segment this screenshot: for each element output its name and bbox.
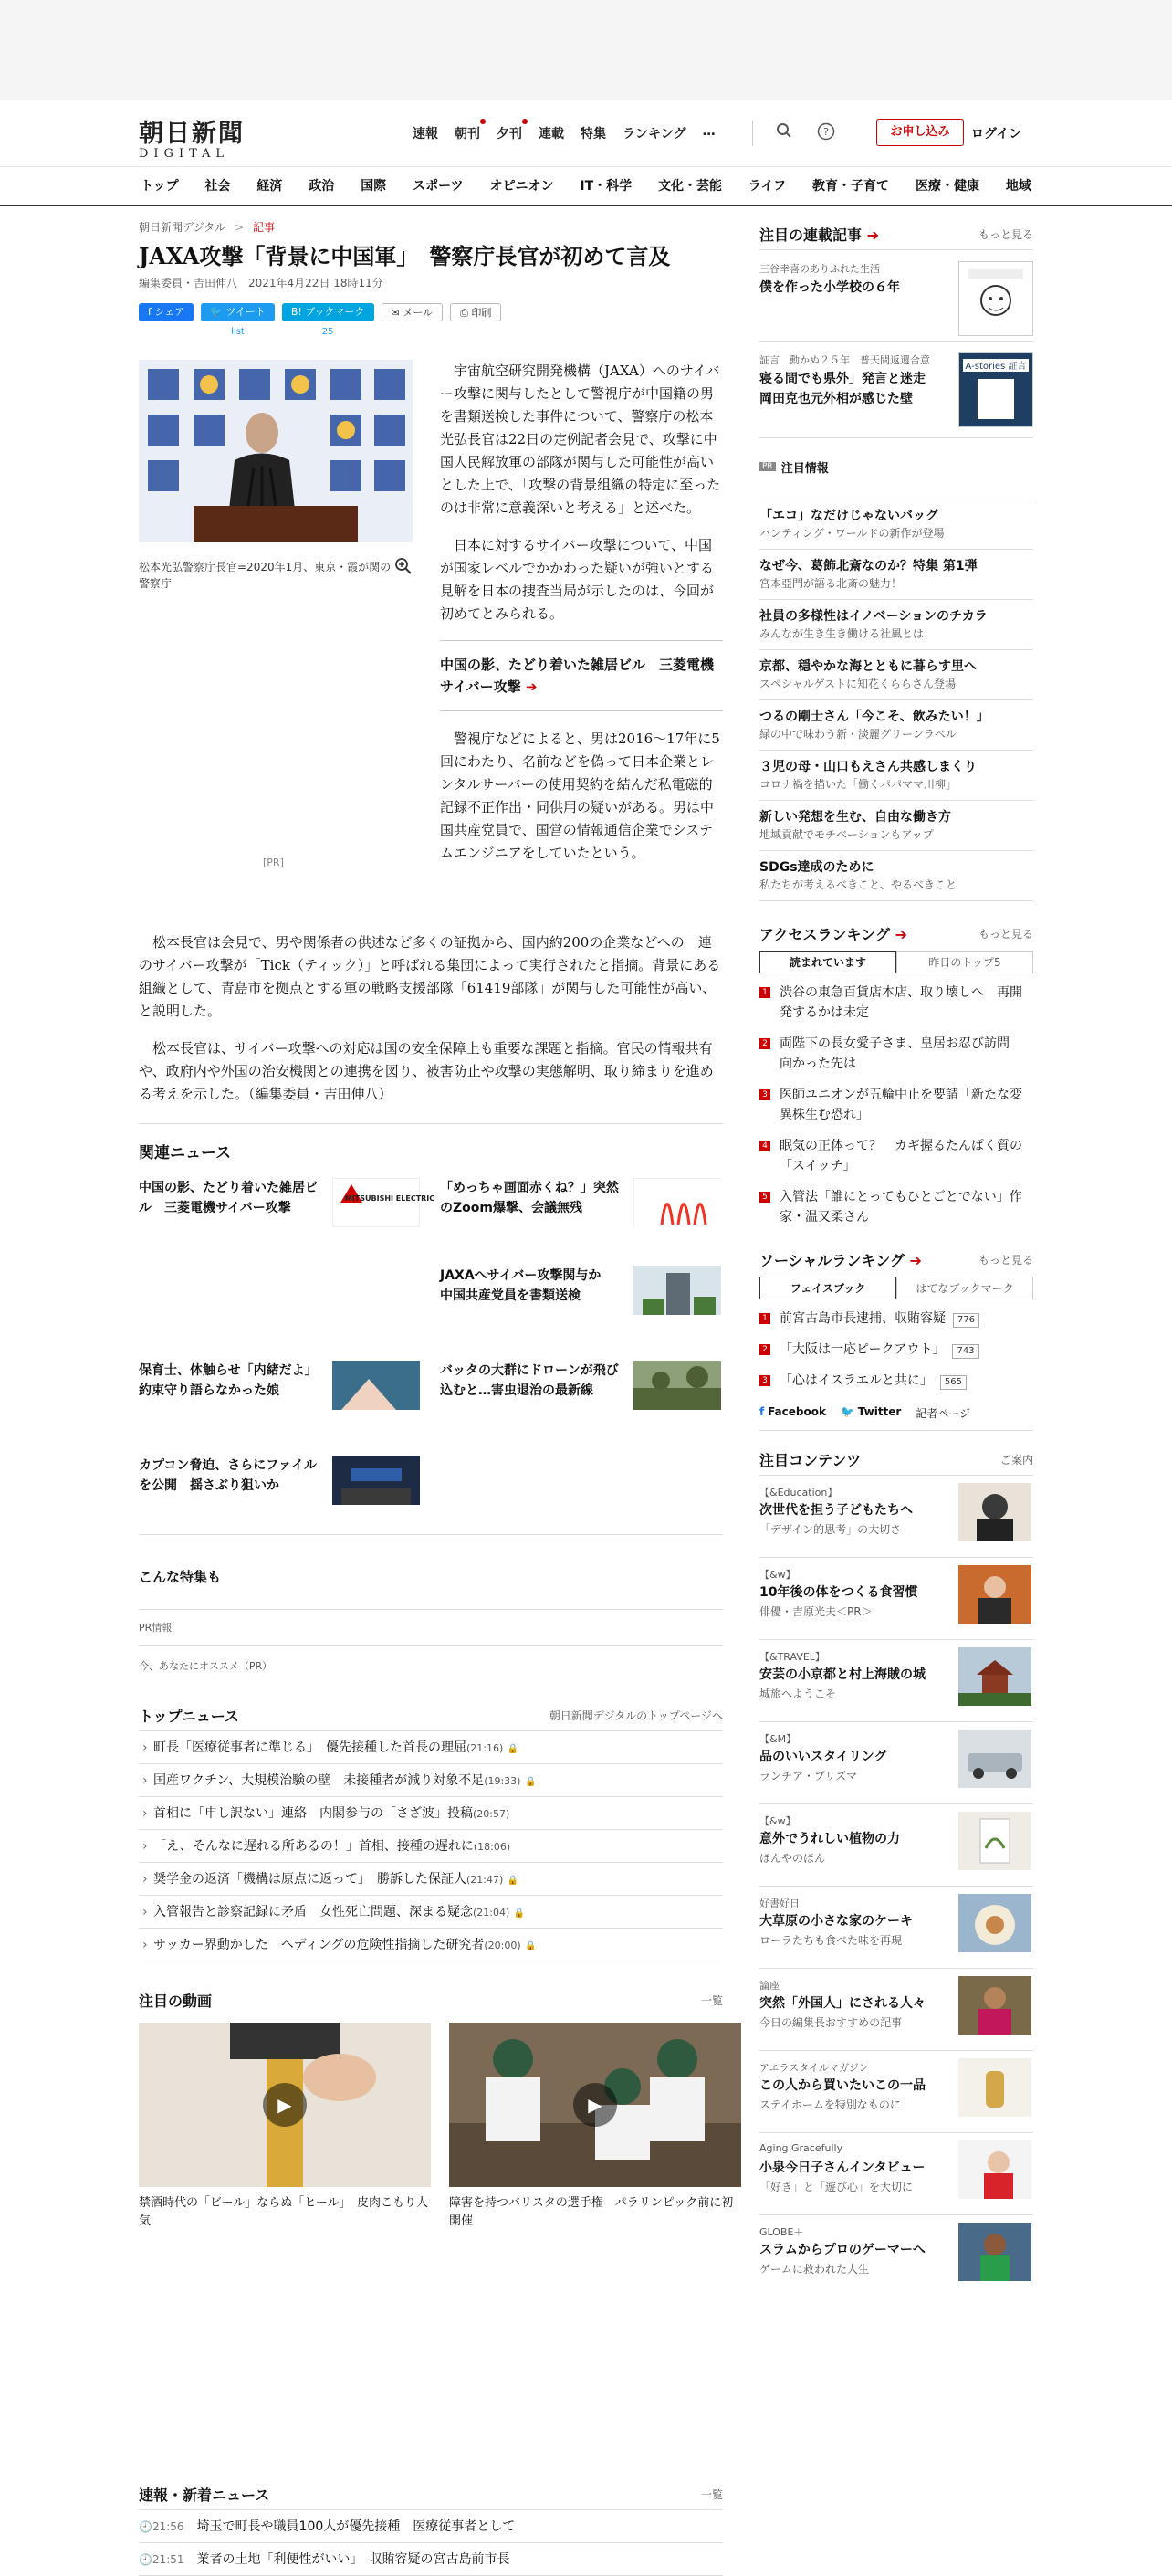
pr-item[interactable]: なぜ今、葛飾北斎なのか？特集 第1弾 宮本亞門が語る北斎の魅力！ xyxy=(759,550,1033,600)
cat-health[interactable]: 医療・健康 xyxy=(915,179,979,194)
play-icon[interactable]: ▶ xyxy=(263,2083,307,2127)
breadcrumb xyxy=(139,219,723,235)
lock-icon: 🔒 xyxy=(513,1908,526,1919)
flash-title: 速報・新着ニュース xyxy=(139,2487,270,2504)
cat-life[interactable]: ライフ xyxy=(748,179,787,194)
category-nav xyxy=(0,166,1172,206)
access-ranking-tabs xyxy=(759,951,1033,973)
rensai-more-link[interactable]: もっと見る xyxy=(978,228,1033,241)
content-item[interactable]: 【&Education】 次世代を担う子どもたちへ 「デザイン的思考」の大切さ xyxy=(759,1475,1033,1557)
related-thumbnail xyxy=(633,1361,721,1410)
logo-sub: DIGITAL xyxy=(139,147,230,161)
top-nav xyxy=(413,124,732,142)
article-paragraph: 宇宙航空研究開発機構（JAXA）へのサイバー攻撃に関与したとして警視庁が中国籍の男を書類送検した事件について、警察庁の松本光弘長官は22日の定例記者会見で、攻撃に中国人民解放軍の部隊が関与した可能性が高いとした上で、「攻撃の背景組織の特定に至ったのは非常に意義深いと考える」と述べた。 xyxy=(440,363,721,516)
content-thumbnail xyxy=(958,2140,1031,2199)
cat-opinion[interactable]: オピニオン xyxy=(489,179,554,194)
rensai-thumbnail xyxy=(958,261,1033,336)
social-ranking-item[interactable]: 1 前宮古島市長逮捕、収賄容疑 776 xyxy=(759,1303,1033,1334)
ranking-item[interactable]: 4 眠気の正体って？ カギ握るたんぱく質の「スイッチ」 xyxy=(759,1130,1033,1182)
related-thumbnail xyxy=(332,1361,420,1410)
play-icon[interactable]: ▶ xyxy=(573,2083,617,2127)
flash-item[interactable]: 🕘21:56 埼玉で町長や職員100人が優先接種 医療従事者として xyxy=(139,2510,723,2543)
article-paragraph: 警視庁などによると、男は2016～17年に5回にわたり、名前などを偽って日本企業とレンタルサーバーの使用契約を結んだ私電磁的記録不正作出・同供用の疑いがある。男は中国共産党員で、国営の情報通信企業でシステムエンジニアをしていたという。 xyxy=(440,731,720,861)
top-news xyxy=(139,1700,723,1961)
svg-text:A-stories 証言: A-stories 証言 xyxy=(965,362,1027,372)
facebook-icon: f xyxy=(759,1405,765,1418)
rensai-item[interactable]: 証言 動かぬ２５年 普天間返還合意 寝る間でも県外」発言と迷走 岡田克也元外相が感じた壁 A-stories 証言 xyxy=(759,342,1033,438)
breadcrumb-separator: > xyxy=(235,221,245,234)
related-news-item[interactable]: バッタの大群にドローンが飛び込むと…害虫退治の最新線 xyxy=(440,1361,723,1415)
twitter-link[interactable]: 🐦 Twitter xyxy=(840,1405,902,1418)
contents-list xyxy=(759,1475,1033,2297)
ranking-item[interactable]: 1 渋谷の東急百貨店本店、取り壊しへ 再開発するかは未定 xyxy=(759,977,1033,1028)
ranking-item[interactable]: 3 医師ユニオンが五輪中止を要請「新たな変異株生む恐れ」 xyxy=(759,1079,1033,1130)
sidebar xyxy=(759,219,1033,2297)
twitter-icon: 🐦 xyxy=(840,1405,854,1418)
article-main xyxy=(139,219,734,2567)
related-news-title: 関連ニュース xyxy=(139,1144,232,1162)
site-logo[interactable] xyxy=(139,113,257,161)
top-news-item[interactable]: › 町長「医療従事者に準じる」 優先接種した首長の理屈(21:16) 🔒 xyxy=(139,1731,723,1764)
video-caption[interactable]: 障害を持つバリスタの選手権 パラリンピック前に初開催 xyxy=(449,2196,734,2228)
related-thumbnail xyxy=(332,1178,435,1227)
related-news-item[interactable]: 「めっちゃ画面赤くね？」突然のZoom爆撃、会議無残 xyxy=(440,1178,723,1233)
cat-region[interactable]: 地域 xyxy=(1005,179,1031,194)
related-thumbnail xyxy=(633,1178,721,1227)
cat-culture[interactable]: 文化・芸能 xyxy=(658,179,723,194)
subscribe-button[interactable]: お申し込み xyxy=(876,119,964,146)
lock-icon: 🔒 xyxy=(525,1941,537,1951)
article-photo[interactable] xyxy=(139,360,413,542)
facebook-icon: f xyxy=(148,306,152,318)
pr-label: [PR] xyxy=(263,857,284,868)
top-news-title: トップニュース xyxy=(139,1708,239,1725)
print-icon: ⎙ xyxy=(460,307,468,319)
inline-related-link[interactable]: 中国の影、たどり着いた雑居ビル 三菱電機サイバー攻撃 ➔ xyxy=(440,640,723,711)
recommend-label: 今、あなたにオススメ（PR） xyxy=(139,1660,273,1672)
share-bar xyxy=(139,303,723,340)
content-thumbnail xyxy=(958,1483,1031,1541)
flash-item[interactable]: 🕘21:51 業者の土地「利便性がいい」 収賄容疑の宮古島前市長 xyxy=(139,2543,723,2576)
rensai-thumbnail xyxy=(958,352,1033,427)
nav-more[interactable]: … xyxy=(702,124,716,139)
featured-videos xyxy=(139,1986,741,2228)
site-header xyxy=(0,100,1172,166)
nav-rensai[interactable]: 連載 xyxy=(539,127,564,142)
content-item[interactable]: 【&w】 10年後の体をつくる食習慣 俳優・吉原光夫＜PR＞ xyxy=(759,1557,1033,1639)
login-button[interactable]: ログイン xyxy=(971,127,1022,142)
social-ranking-list xyxy=(759,1299,1033,1396)
related-thumbnail xyxy=(633,1266,721,1315)
nav-tokushu[interactable]: 特集 xyxy=(581,127,606,142)
content-item[interactable]: 好書好日 大草原の小さな家のケーキ ローラたちも食べた味を再現 xyxy=(759,1886,1033,1968)
rensai-title: 注目の連載記事 ➔ xyxy=(759,226,879,244)
search-icon[interactable] xyxy=(774,122,794,142)
pr-item[interactable]: ３児の母・山口もえさん共感しまくり コロナ禍を描いた「働くパパママ川柳」 xyxy=(759,751,1033,801)
top-news-item[interactable]: › 奨学金の返済「機構は原点に返って」 勝訴した保証人(21:47) 🔒 xyxy=(139,1863,723,1896)
divider xyxy=(139,1123,723,1124)
pr-item[interactable]: 京都、穏やかな海とともに暮らす里へ スペシャルゲストに知花くららさん登場 xyxy=(759,650,1033,700)
social-ranking-title: ソーシャルランキング ➔ xyxy=(759,1251,922,1269)
flash-more-link[interactable]: 一覧 xyxy=(700,2488,723,2501)
social-ranking-tabs xyxy=(759,1277,1033,1299)
mail-icon: ✉ xyxy=(391,307,400,319)
clock-icon: 🕘 xyxy=(139,2553,152,2566)
breaking-news xyxy=(139,2479,723,2576)
content-item[interactable]: アエラスタイルマガジン この人から買いたいこの一品 ステイホームを特別なものに xyxy=(759,2050,1033,2132)
article-paragraph: 松本長官は、サイバー攻撃への対応は国の安全保障上も重要な課題と指摘。官民の情報共有や、政府内や外国の治安機関との連携を図り、被害防止や攻撃の実態解明、取り締まりを進める考えを示した。（編集委員・吉田伸八） xyxy=(139,1040,714,1102)
reporter-page-link[interactable]: 記者ページ xyxy=(916,1407,971,1420)
content-item[interactable]: 【&M】 品のいいスタイリング ランチア・プリズマ xyxy=(759,1721,1033,1803)
article-title: JAXA攻撃「背景に中国軍」 警察庁長官が初めて言及 xyxy=(139,243,671,269)
related-news-item[interactable]: JAXAへサイバー攻撃関与か 中国共産党員を書類送検 xyxy=(440,1266,723,1320)
article-body-top xyxy=(440,360,723,879)
rensai-item[interactable]: 三谷幸喜のありふれた生活 僕を作った小学校の６年 xyxy=(759,250,1033,342)
video-caption[interactable]: 禁酒時代の「ビール」ならぬ「ヒール」 皮肉こもり人気 xyxy=(139,2196,428,2228)
cat-politics[interactable]: 政治 xyxy=(309,179,335,194)
cat-international[interactable]: 国際 xyxy=(361,179,387,194)
top-news-item[interactable]: › サッカー界動かした ヘディングの危険性指摘した研究者(20:00) 🔒 xyxy=(139,1929,723,1961)
contents-title: 注目コンテンツ xyxy=(759,1451,862,1469)
cat-sports[interactable]: スポーツ xyxy=(413,179,464,194)
social-ranking-more-link[interactable]: もっと見る xyxy=(978,1253,1033,1267)
related-thumbnail xyxy=(332,1456,420,1505)
tab-yesterday-top5[interactable]: 昨日のトップ5 xyxy=(896,951,1033,973)
new-dot xyxy=(480,119,486,124)
lock-icon: 🔒 xyxy=(524,1777,537,1787)
video-thumbnail[interactable] xyxy=(449,2023,741,2187)
nav-sokuho[interactable]: 速報 xyxy=(413,127,438,142)
breadcrumb-home[interactable]: 朝日新聞デジタル xyxy=(139,221,226,234)
videos-more-link[interactable]: 一覧 xyxy=(700,1993,723,2007)
divider xyxy=(139,1609,723,1610)
cat-economy[interactable]: 経済 xyxy=(256,179,283,194)
arrow-right-icon: ➔ xyxy=(866,226,879,244)
new-dot xyxy=(522,119,528,124)
mail-button[interactable]: ✉ メール xyxy=(382,303,444,321)
pr-info-label: PR情報 xyxy=(139,1622,173,1634)
top-news-more-link[interactable]: 朝日新聞デジタルのトップページへ xyxy=(549,1709,723,1722)
access-ranking-title: アクセスランキング ➔ xyxy=(759,925,908,943)
access-ranking-list xyxy=(759,973,1033,1233)
clock-icon: 🕘 xyxy=(139,2520,152,2533)
pr-item[interactable]: 社員の多様性はイノベーションのチカラ みんなが生き生き働ける社風とは xyxy=(759,600,1033,650)
pr-list xyxy=(759,499,1033,901)
top-news-item[interactable]: › 「え、そんなに遅れる所あるの！」首相、接種の遅れに(18:06) xyxy=(139,1830,723,1863)
video-thumbnail[interactable] xyxy=(139,2023,431,2187)
content-thumbnail xyxy=(958,1565,1031,1624)
pr-item[interactable]: つるの剛士さん「今こそ、飲みたい！」 緑の中で味わう新・淡麗グリーンラベル xyxy=(759,700,1033,751)
hatena-bookmark-button[interactable]: B! ブックマーク 25 xyxy=(282,303,374,321)
content-thumbnail xyxy=(958,1647,1031,1706)
related-news-item[interactable]: 中国の影、たどり着いた雑居ビル 三菱電機サイバー攻撃 MITSUBISHI ELECTRIC xyxy=(139,1178,422,1233)
article-byline: 編集委員・吉田伸八 2021年4月22日 18時11分 xyxy=(139,277,383,289)
tab-most-read[interactable]: 読まれています xyxy=(759,951,896,973)
pr-section-title: 注目情報 xyxy=(780,461,829,476)
tab-facebook[interactable]: フェイスブック xyxy=(759,1277,896,1299)
divider xyxy=(139,1645,723,1646)
cat-society[interactable]: 社会 xyxy=(204,179,231,194)
pr-item[interactable]: 新しい発想を生む、自由な働き方 地域貢献でモチベーションもアップ xyxy=(759,801,1033,851)
content-item[interactable]: 【&w】 意外でうれしい植物の力 ほんやのほん xyxy=(759,1803,1033,1886)
top-news-item[interactable]: › 入管報告と診察記録に矛盾 女性死亡問題、深まる疑念(21:04) 🔒 xyxy=(139,1896,723,1929)
content-item[interactable]: 論座 突然「外国人」にされる人々 今日の編集長おすすめの記事 xyxy=(759,1968,1033,2050)
content-thumbnail xyxy=(958,1812,1031,1870)
top-news-item[interactable]: › 国産ワクチン、大規模治験の壁 未接種者が減り対象不足(19:33) 🔒 xyxy=(139,1764,723,1797)
ranking-item[interactable]: 5 入管法「誰にとってもひとごとでない」作家・温又柔さん xyxy=(759,1182,1033,1233)
tab-hatena[interactable]: はてなブックマーク xyxy=(896,1277,1033,1299)
cat-education[interactable]: 教育・子育て xyxy=(812,179,890,194)
content-thumbnail xyxy=(958,1976,1031,2035)
article-paragraph: 松本長官は会見で、男や関係者の供述など多くの証拠から、国内約200の企業などへの一連のサイバー攻撃が「Tick（ティック）」と呼ばれる集団によって実行されたと指摘。背景にある組織として、青島市を拠点とする軍の戦略支援部隊「61419部隊」が関与した可能性が高い、と説明した。 xyxy=(139,934,721,1019)
access-ranking-more-link[interactable]: もっと見る xyxy=(978,927,1033,941)
videos-title: 注目の動画 xyxy=(139,1992,213,2010)
zoom-icon[interactable] xyxy=(394,557,413,580)
nav-choukan[interactable]: 朝刊 xyxy=(455,124,480,142)
logo-main: 朝日新聞 xyxy=(139,120,245,148)
top-ad-banner xyxy=(0,0,1172,100)
breadcrumb-current[interactable]: 記事 xyxy=(253,221,276,234)
ranking-item[interactable]: 2 両陛下の長女愛子さま、皇居お忍び訪問 向かった先は xyxy=(759,1028,1033,1079)
print-button[interactable]: ⎙ 印刷 xyxy=(450,303,501,321)
pr-item[interactable]: SDGs達成のために 私たちが考えるべきこと、やるべきこと xyxy=(759,851,1033,901)
hatena-count: 25 xyxy=(321,327,334,337)
top-news-item[interactable]: › 首相に「申し訳ない」連絡 内閣参与の「さざ波」投稿(20:57) xyxy=(139,1797,723,1830)
content-thumbnail xyxy=(958,2223,1031,2281)
article-paragraph: 日本に対するサイバー攻撃について、中国が国家レベルでかかわった疑いが強いとする見解を日本の捜査当局が示したのは、今回が初めてとみられる。 xyxy=(440,537,715,622)
nav-yuukan[interactable]: 夕刊 xyxy=(497,124,522,142)
arrow-right-icon: ➔ xyxy=(525,678,538,695)
facebook-share-button[interactable]: f シェア xyxy=(139,303,194,321)
cat-it-science[interactable]: IT・科学 xyxy=(580,179,633,194)
photo-caption: 松本光弘警察庁長官=2020年1月、東京・霞が関の警察庁 xyxy=(139,561,392,590)
arrow-right-icon: ➔ xyxy=(909,1251,922,1269)
twitter-icon: 🐦 xyxy=(210,306,223,318)
contents-guide-link[interactable]: ご案内 xyxy=(999,1453,1033,1467)
tweet-button[interactable]: 🐦 ツイート list xyxy=(201,303,275,321)
content-item[interactable]: GLOBE＋ スラムからプロのゲーマーへ ゲームに救われた人生 xyxy=(759,2214,1033,2297)
content-item[interactable]: Aging Gracefully 小泉今日子さんインタビュー 「好き」と「遊び心」を大切に xyxy=(759,2132,1033,2214)
related-news-item[interactable]: 保育士、体触らせ「内緒だよ」 約束守り語らなかった娘 xyxy=(139,1361,422,1415)
pr-badge: PR xyxy=(759,462,776,471)
facebook-link[interactable]: f Facebook xyxy=(759,1405,826,1418)
hatena-icon: B! xyxy=(290,306,302,318)
arrow-right-icon: ➔ xyxy=(895,925,908,943)
content-thumbnail xyxy=(958,1894,1031,1952)
svg-text:MITSUBISHI ELECTRIC: MITSUBISHI ELECTRIC xyxy=(344,1194,435,1203)
content-thumbnail xyxy=(958,1730,1031,1788)
social-links xyxy=(759,1396,1033,1431)
article-body-bottom xyxy=(139,931,723,1120)
related-news-item[interactable]: カプコン脅迫、さらにファイルを公開 揺さぶり狙いか xyxy=(139,1456,422,1510)
cat-top[interactable]: トップ xyxy=(141,179,179,194)
social-ranking-item[interactable]: 3 「心はイスラエルと共に」 565 xyxy=(759,1365,1033,1396)
special-title: こんな特集も xyxy=(139,1569,222,1585)
svg-text:?: ? xyxy=(823,126,829,138)
tweet-list-link[interactable]: list xyxy=(231,327,245,337)
social-ranking-item[interactable]: 2 「大阪は一応ピークアウト」 743 xyxy=(759,1334,1033,1365)
pr-item[interactable]: 「エコ」なだけじゃないバッグ ハンティング・ワールドの新作が登場 xyxy=(759,499,1033,550)
header-divider xyxy=(752,121,753,146)
divider xyxy=(139,1534,723,1535)
nav-ranking[interactable]: ランキング xyxy=(623,127,686,142)
content-item[interactable]: 【&TRAVEL】 安芸の小京都と村上海賊の城 城旅へようこそ xyxy=(759,1639,1033,1721)
content-thumbnail xyxy=(958,2058,1031,2117)
help-icon[interactable] xyxy=(816,122,836,142)
lock-icon: 🔒 xyxy=(507,1876,519,1886)
lock-icon: 🔒 xyxy=(507,1744,519,1754)
